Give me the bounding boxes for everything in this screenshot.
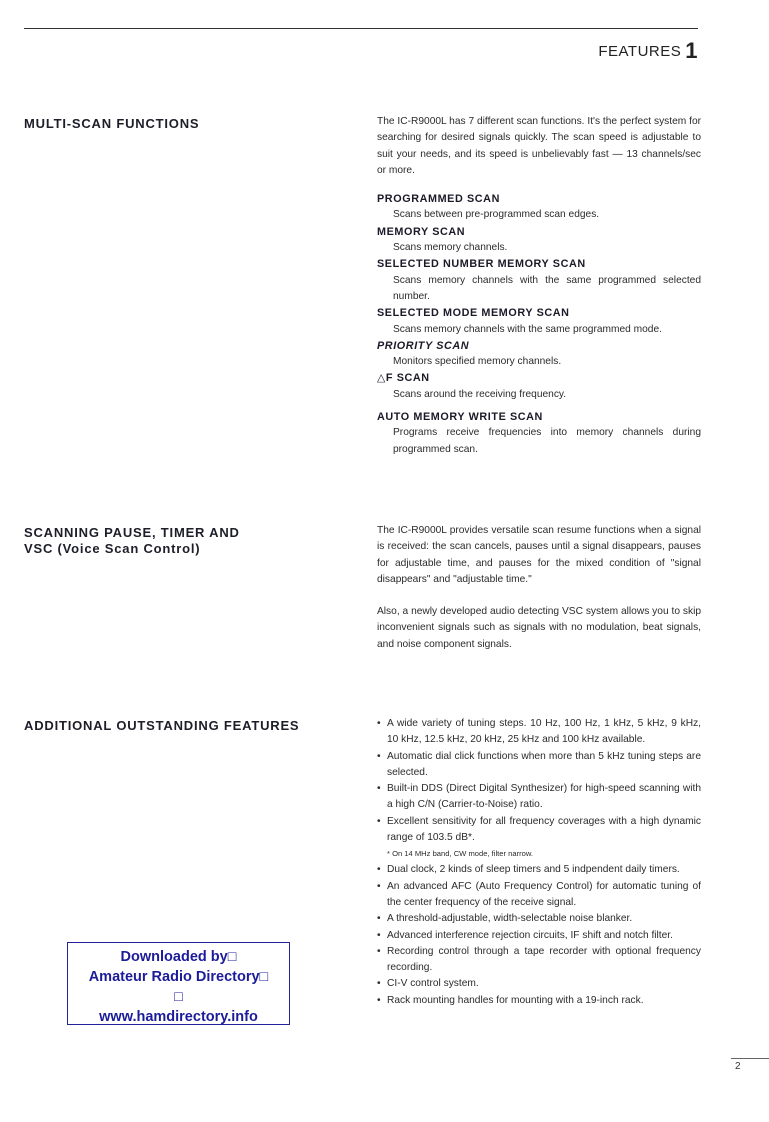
feature-item: • A threshold-adjustable, width-selectable noise blanker. [377,911,701,927]
additional-body [377,716,701,1009]
feature-item: • Recording control through a tape recorder with optional frequency recording. [377,944,701,977]
stamp-line-1: Downloaded by□ [120,949,237,965]
footnote: * On 14 MHz band, CW mode, filter narrow. [387,849,534,859]
scan-item-title: SELECTED NUMBER MEMORY SCAN [377,258,586,271]
scan-item-title: △F SCAN [377,372,430,385]
scan-item-desc: Scans memory channels with the same programmed selected number. [393,274,701,302]
scan-item-desc: Scans memory channels. [393,242,508,254]
scan-item-desc: Scans between pre-programmed scan edges. [393,209,600,221]
feature-item: • Automatic dial click functions when more than 5 kHz tuning steps are selected. [377,749,701,782]
multiscan-heading: MULTI-SCAN FUNCTIONS [24,116,200,131]
scan-item-desc: Scans memory channels with the same programmed mode. [393,323,662,335]
pause-heading-line2: VSC (Voice Scan Control) [24,541,201,556]
page-number: 2 [735,1061,741,1072]
scan-item-title: PRIORITY SCAN [377,339,470,352]
multiscan-intro: The IC-R9000L has 7 different scan functions. It's the perfect system for searching for desired signals quickly. The scan speed is adjustable to suit your needs, and its speed is unbelievably fast — 13 channels/sec or more. [377,116,701,176]
feature-item: • Built-in DDS (Direct Digital Synthesizer) for high-speed scanning with a high C/N (Carrier-to-Noise) ratio. [377,781,701,814]
pause-heading-line1: SCANNING PAUSE, TIMER AND [24,525,240,540]
feature-item: • Advanced interference rejection circuits, IF shift and notch filter. [377,928,701,944]
feature-item: • Dual clock, 2 kinds of sleep timers and 5 indpendent daily timers. [377,862,701,878]
stamp-url[interactable]: www.hamdirectory.info [99,1009,258,1025]
feature-item: • Excellent sensitivity for all frequency coverages with a high dynamic range of 103.5 dB*. [377,814,701,847]
feature-item: • A wide variety of tuning steps. 10 Hz, 100 Hz, 1 kHz, 5 kHz, 9 kHz, 10 kHz, 12.5 kHz, 20 kHz, 25 kHz and 100 kHz available. [377,716,701,749]
pause-heading [24,525,240,557]
top-rule [24,28,698,29]
scan-item-desc: Scans around the receiving frequency. [393,388,567,400]
feature-list-continued [377,862,701,1009]
stamp-line-2: Amateur Radio Directory□ [88,969,269,985]
scan-item-desc: Monitors specified memory channels. [393,356,562,368]
chapter-title: FEATURES [598,43,682,60]
feature-item: • Rack mounting handles for mounting with a 19-inch rack. [377,993,701,1009]
pause-para-1: The IC-R9000L provides versatile scan resume functions when a signal is received: the scan cancels, pauses until a signal disappears, pauses for adjustable time, and pauses for the mixed condition of "signal disappears" and "adjustable time." [377,525,701,585]
additional-heading: ADDITIONAL OUTSTANDING FEATURES [24,718,300,733]
feature-item: • CI-V control system. [377,976,701,992]
chapter-number: 1 [685,38,698,63]
multiscan-body [377,114,701,458]
download-stamp [67,942,290,1025]
feature-list [377,716,701,846]
feature-item: • An advanced AFC (Auto Frequency Control) for automatic tuning of the center frequency of the receive signal. [377,879,701,912]
scan-item-title: PROGRAMMED SCAN [377,193,500,206]
chapter-header [598,38,698,64]
pause-body [377,523,701,653]
scan-item-title: AUTO MEMORY WRITE SCAN [377,411,543,424]
scan-item-title: SELECTED MODE MEMORY SCAN [377,307,570,320]
scan-item-title: MEMORY SCAN [377,225,466,238]
pause-para-2: Also, a newly developed audio detecting VSC system allows you to skip inconvenient signals such as signals with no modulation, beat signals, and noise component signals. [377,606,701,650]
stamp-line-3: □ [174,989,183,1005]
scan-item-desc: Programs receive frequencies into memory channels during programmed scan. [393,427,701,455]
page-number-rule [731,1058,769,1059]
